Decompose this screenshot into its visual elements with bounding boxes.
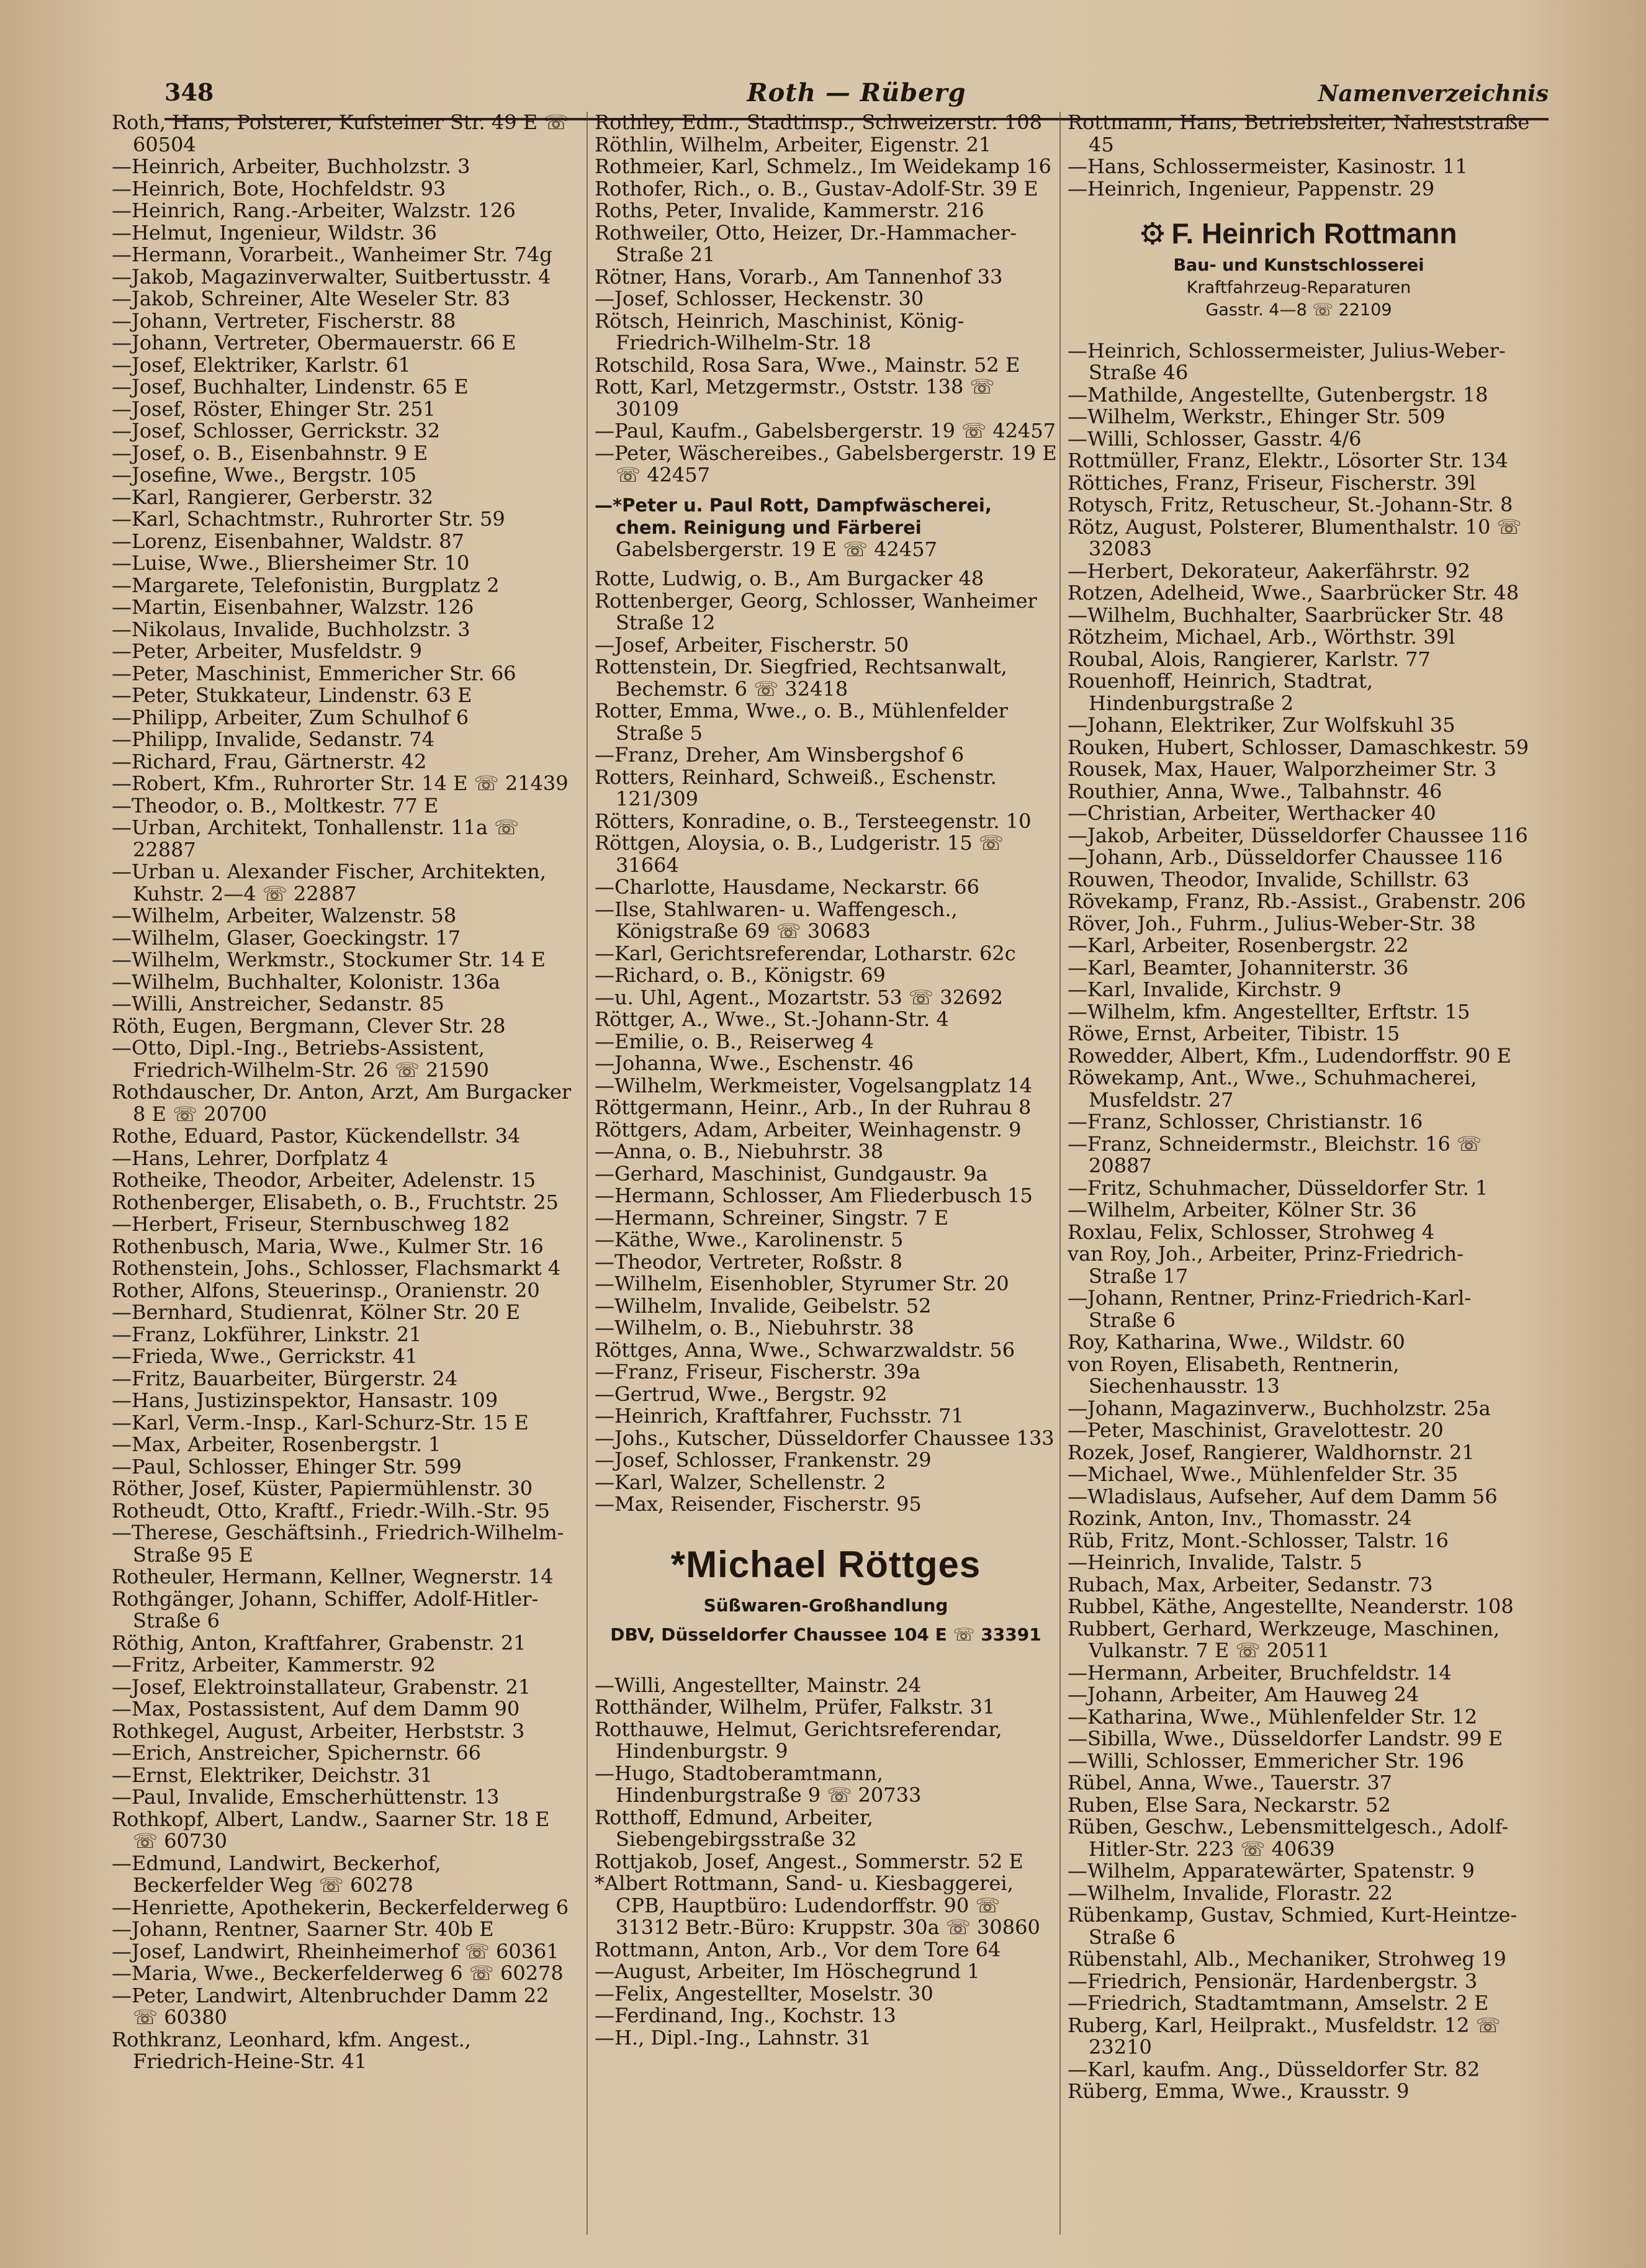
directory-entry: van Roy, Joh., Arbeiter, Prinz-Friedrich-Straße 17 (1068, 1242, 1464, 1288)
directory-entry: Rotthauwe, Helmut, Gerichtsreferendar, Hindenburgstr. 9 (595, 1717, 1002, 1763)
directory-entry: —Wilhelm, Buchhalter, Saarbrücker Str. 48 (1068, 603, 1504, 627)
directory-entry: Rötz, August, Polsterer, Blumenthalstr. 10 ☏ 32083 (1068, 515, 1522, 561)
directory-entry: Rothweiler, Otto, Heizer, Dr.-Hammacher-Straße 21 (595, 220, 1017, 266)
directory-entry: —Johann, Vertreter, Obermauerstr. 66 E (112, 331, 516, 354)
directory-entry: Rothe, Eduard, Pastor, Kückendellstr. 34 (112, 1124, 521, 1148)
directory-entry: Rötters, Konradine, o. B., Tersteegenstr. 10 (595, 809, 1032, 833)
directory-entry: —Peter, Maschinist, Emmericher Str. 66 (112, 661, 516, 685)
directory-entry: —Theodor, Vertreter, Roßstr. 8 (595, 1249, 902, 1274)
directory-entry: —Wilhelm, Werkmeister, Vogelsangplatz 14 (595, 1073, 1033, 1097)
directory-entry: Rothenbusch, Maria, Wwe., Kulmer Str. 16 (112, 1234, 544, 1258)
directory-entry: —Frieda, Wwe., Gerrickstr. 41 (112, 1344, 418, 1368)
directory-entry: Rothenberger, Elisabeth, o. B., Fruchtstr. 25 (112, 1190, 559, 1214)
directory-entry: —Hermann, Arbeiter, Bruchfeldstr. 14 (1068, 1660, 1452, 1685)
directory-entry: —Wilhelm, Buchhalter, Kolonistr. 136a (112, 970, 500, 994)
directory-entry: —Willi, Schlosser, Gasstr. 4/6 (1068, 426, 1362, 451)
directory-entry: —Urban u. Alexander Fischer, Architekten, Kuhstr. 2—4 ☏ 22887 (112, 860, 546, 906)
directory-entry: Rotte, Ludwig, o. B., Am Burgacker 48 (595, 567, 984, 590)
directory-entry: —Peter, Wäschereibes., Gabelsbergerstr. 19 E ☏ 42457 (595, 441, 1057, 487)
directory-entry: Roubal, Alois, Rangierer, Karlstr. 77 (1068, 647, 1431, 671)
directory-entry: —u. Uhl, Agent., Mozartstr. 53 ☏ 32692 (595, 985, 1004, 1009)
ad-line: —*Peter u. Paul Rott, Dampfwäscherei, (595, 494, 992, 516)
directory-entry: —Wilhelm, Glaser, Goeckingstr. 17 (112, 925, 461, 950)
directory-entry: —Fritz, Schuhmacher, Düsseldorfer Str. 1 (1068, 1176, 1488, 1200)
directory-entry: —Karl, Invalide, Kirchstr. 9 (1068, 978, 1342, 1002)
directory-entry: Rotters, Reinhard, Schweiß., Eschenstr. 121/309 (595, 765, 997, 811)
directory-entry: —Philipp, Arbeiter, Zum Schulhof 6 (112, 705, 469, 729)
directory-entry: —Heinrich, Kraftfahrer, Fuchsstr. 71 (595, 1404, 964, 1428)
directory-entry: —Hermann, Schlosser, Am Fliederbusch 15 (595, 1184, 1033, 1207)
directory-entry: Röttgen, Aloysia, o. B., Ludgeristr. 15 ☏ 31664 (595, 831, 1004, 877)
directory-entry: Rotzen, Adelheid, Wwe., Saarbrücker Str. 48 (1068, 581, 1519, 605)
directory-entry: Rottjakob, Josef, Angest., Sommerstr. 52 E (595, 1849, 1023, 1873)
directory-entry: Rotheike, Theodor, Arbeiter, Adelenstr. 15 (112, 1168, 536, 1192)
directory-entry: —Robert, Kfm., Ruhrorter Str. 14 E ☏ 21439 (112, 772, 569, 795)
directory-entry: Rowedder, Albert, Kfm., Ludendorffstr. 90 E (1068, 1043, 1511, 1068)
directory-entry: Rottmüller, Franz, Elektr., Lösorter Str. 134 (1068, 449, 1508, 473)
directory-entry: —Hans, Justizinspektor, Hansastr. 109 (112, 1388, 498, 1412)
directory-entry: Röth, Eugen, Bergmann, Clever Str. 28 (112, 1014, 506, 1038)
column-3 (1068, 112, 1530, 2103)
directory-entry: Roxlau, Felix, Schlosser, Strohweg 4 (1068, 1220, 1435, 1244)
directory-entry: —Gertrud, Wwe., Bergstr. 92 (595, 1382, 888, 1406)
directory-entry: Röttgers, Adam, Arbeiter, Weinhagenstr. 9 (595, 1117, 1022, 1141)
directory-entry: Rövekamp, Franz, Rb.-Assist., Grabenstr. 206 (1068, 889, 1526, 914)
entry-list (595, 1675, 1057, 2050)
directory-entry: Röthig, Anton, Kraftfahrer, Grabenstr. 21 (112, 1631, 526, 1655)
directory-entry: Rother, Alfons, Steuerinsp., Oranienstr. 20 (112, 1278, 540, 1302)
directory-entry: —Philipp, Invalide, Sedanstr. 74 (112, 727, 434, 751)
gear-icon (1140, 217, 1165, 254)
directory-entry: —Karl, Beamter, Johanniterstr. 36 (1068, 955, 1409, 979)
directory-entry: —Michael, Wwe., Mühlenfelder Str. 35 (1068, 1462, 1459, 1487)
directory-entry: —August, Arbeiter, Im Höschegrund 1 (595, 1960, 980, 1983)
directory-entry: —Wilhelm, Invalide, Geibelstr. 52 (595, 1294, 932, 1318)
directory-entry: —Friedrich, Stadtamtmann, Amselstr. 2 E (1068, 1991, 1489, 2015)
directory-entry: —Johs., Kutscher, Düsseldorfer Chaussee 133 (595, 1426, 1055, 1450)
directory-entry: Rousek, Max, Hauer, Walporzheimer Str. 3 (1068, 757, 1497, 781)
directory-entry: —Bernhard, Studienrat, Kölner Str. 20 E (112, 1300, 521, 1324)
directory-entry: Rüb, Fritz, Mont.-Schlosser, Talstr. 16 (1068, 1528, 1449, 1552)
directory-entry: Roths, Peter, Invalide, Kammerstr. 216 (595, 199, 984, 222)
directory-entry: Rothkopf, Albert, Landw., Saarner Str. 18 E ☏ 60730 (112, 1807, 550, 1853)
column-divider (1059, 112, 1061, 2234)
directory-entry: —Karl, Gerichtsreferendar, Lotharstr. 62c (595, 941, 1016, 965)
directory-entry: —Josef, Schlosser, Gerrickstr. 32 (112, 419, 441, 443)
directory-entry: —Otto, Dipl.-Ing., Betriebs-Assistent, Friedrich-Wilhelm-Str. 26 ☏ 21590 (112, 1036, 489, 1082)
column-divider (587, 112, 588, 2234)
directory-entry: Rotheudt, Otto, Kraftf., Friedr.-Wilh.-Str. 95 (112, 1498, 551, 1523)
directory-entry: von Royen, Elisabeth, Rentnerin, Siechenhausstr. 13 (1068, 1352, 1400, 1398)
directory-entry: Rothley, Edm., Stadtinsp., Schweizerstr. 108 (595, 110, 1042, 134)
directory-entry: Röther, Josef, Küster, Papiermühlenstr. 30 (112, 1477, 533, 1500)
directory-entry: —Johann, Rentner, Prinz-Friedrich-Karl-Straße 6 (1068, 1286, 1472, 1332)
directory-entry: —Ilse, Stahlwaren- u. Waffengesch., Königstraße 69 ☏ 30683 (595, 897, 958, 943)
directory-entry: Rubbert, Gerhard, Werkzeuge, Maschinen, Vulkanstr. 7 E ☏ 20511 (1068, 1616, 1500, 1663)
page-number: 348 (164, 78, 214, 106)
directory-entry: —Wilhelm, Invalide, Florastr. 22 (1068, 1881, 1393, 1905)
directory-entry: —Josef, Röster, Ehinger Str. 251 (112, 397, 436, 421)
directory-entry: Röttges, Anna, Wwe., Schwarzwaldstr. 56 (595, 1338, 1015, 1362)
directory-entry: —Peter, Landwirt, Altenbruchder Damm 22 ☏ 60380 (112, 1983, 549, 2029)
directory-entry: —Heinrich, Schlossermeister, Julius-Weber-Straße 46 (1068, 338, 1506, 385)
directory-entry: —Edmund, Landwirt, Beckerhof, Beckerfelder Weg ☏ 60278 (112, 1851, 441, 1897)
directory-entry: —Max, Arbeiter, Rosenbergstr. 1 (112, 1433, 441, 1456)
ad-address: DBV, Düsseldorfer Chaussee 104 E ☏ 33391 (610, 1624, 1041, 1645)
directory-entry: Röttger, A., Wwe., St.-Johann-Str. 4 (595, 1007, 949, 1031)
directory-entry: Röver, Joh., Fuhrm., Julius-Weber-Str. 38 (1068, 911, 1476, 935)
running-head: Roth — Rüberg (747, 78, 966, 107)
directory-entry: —Paul, Kaufm., Gabelsbergerstr. 19 ☏ 42457 (595, 419, 1056, 443)
directory-entry: —Fritz, Bauarbeiter, Bürgerstr. 24 (112, 1366, 458, 1390)
directory-entry: —Max, Reisender, Fischerstr. 95 (595, 1492, 922, 1516)
directory-entry: —Johann, Elektriker, Zur Wolfskuhl 35 (1068, 713, 1455, 737)
directory-entry: —Wladislaus, Aufseher, Auf dem Damm 56 (1068, 1484, 1498, 1508)
directory-entry: —Josef, Elektriker, Karlstr. 61 (112, 353, 411, 377)
directory-entry: —Felix, Angestellter, Moselstr. 30 (595, 1981, 933, 2005)
directory-entry: —Henriette, Apothekerin, Beckerfelderweg 6 (112, 1895, 569, 1919)
directory-entry: Röwe, Ernst, Arbeiter, Tibistr. 15 (1068, 1022, 1400, 1046)
directory-entry: —Nikolaus, Invalide, Buchholzstr. 3 (112, 617, 470, 641)
directory-entry: —Peter, Maschinist, Gravelottestr. 20 (1068, 1418, 1444, 1442)
entry-list (1068, 340, 1530, 2103)
directory-entry: —H., Dipl.-Ing., Lahnstr. 31 (595, 2025, 871, 2050)
directory-entry: —Fritz, Arbeiter, Kammerstr. 92 (112, 1653, 436, 1676)
directory-entry: —Peter, Arbeiter, Musfeldstr. 9 (112, 639, 422, 663)
directory-entry: Rotheuler, Hermann, Kellner, Wegnerstr. 14 (112, 1565, 554, 1588)
directory-entry: —Josef, Schlosser, Frankenstr. 29 (595, 1448, 932, 1472)
directory-entry: —Herbert, Dekorateur, Aakerfährstr. 92 (1068, 559, 1470, 583)
directory-entry: —Max, Postassistent, Auf dem Damm 90 (112, 1697, 520, 1721)
directory-entry: —Johann, Arb., Düsseldorfer Chaussee 116 (1068, 845, 1503, 870)
directory-entry: —Franz, Friseur, Fischerstr. 39a (595, 1360, 921, 1384)
directory-entry: Rozink, Anton, Inv., Thomasstr. 24 (1068, 1506, 1412, 1531)
directory-entry: —Franz, Lokführer, Linkstr. 21 (112, 1322, 422, 1346)
directory-entry: Rottmann, Hans, Betriebsleiter, Naheststraße 45 (1068, 110, 1530, 156)
directory-entry: Röttiches, Franz, Friseur, Fischerstr. 39l (1068, 470, 1476, 495)
directory-entry: Rottenberger, Georg, Schlosser, Wanheimer Straße 12 (595, 588, 1037, 634)
directory-entry: —Ferdinand, Ing., Kochstr. 13 (595, 2004, 896, 2027)
directory-entry: —Karl, Schachtmstr., Ruhrorter Str. 59 (112, 507, 505, 531)
directory-entry: Rouken, Hubert, Schlosser, Damaschkestr. 59 (1068, 735, 1529, 759)
directory-entry: Rötner, Hans, Vorarb., Am Tannenhof 33 (595, 264, 1003, 289)
directory-entry: —Käthe, Wwe., Karolinenstr. 5 (595, 1228, 904, 1251)
directory-entry: —Karl, Walzer, Schellenstr. 2 (595, 1470, 886, 1494)
directory-entry: —Katharina, Wwe., Mühlenfelder Str. 12 (1068, 1704, 1478, 1729)
directory-entry: —Wilhelm, Arbeiter, Kölner Str. 36 (1068, 1198, 1417, 1222)
directory-entry: Röttgermann, Heinr., Arb., In der Ruhrau 8 (595, 1096, 1032, 1119)
directory-entry: —Richard, Frau, Gärtnerstr. 42 (112, 749, 427, 773)
directory-entry: —Therese, Geschäftsinh., Friedrich-Wilhelm-Straße 95 E (112, 1521, 564, 1567)
directory-entry: Rouwen, Theodor, Invalide, Schillstr. 63 (1068, 867, 1470, 891)
directory-entry: Rottmann, Anton, Arb., Vor dem Tore 64 (595, 1937, 1001, 1961)
directory-entry: Rübel, Anna, Wwe., Tauerstr. 37 (1068, 1771, 1393, 1795)
directory-entry: —Josef, Arbeiter, Fischerstr. 50 (595, 632, 909, 657)
entry-list (1068, 112, 1530, 200)
directory-entry: —Karl, Rangierer, Gerberstr. 32 (112, 485, 434, 509)
directory-entry: —Erich, Anstreicher, Spichernstr. 66 (112, 1741, 481, 1765)
ad-subtitle: Bau- und Kunstschlosserei (1173, 255, 1424, 275)
directory-entry: Rotter, Emma, Wwe., o. B., Mühlenfelder Straße 5 (595, 699, 1008, 745)
directory-entry: —Heinrich, Arbeiter, Buchholzstr. 3 (112, 155, 470, 178)
directory-entry: —Helmut, Ingenieur, Wildstr. 36 (112, 220, 437, 245)
directory-entry: Rott, Karl, Metzgermstr., Oststr. 138 ☏ 30109 (595, 375, 995, 421)
ad-company-name: F. Heinrich Rottmann (1171, 217, 1457, 250)
directory-entry: —Wilhelm, o. B., Niebuhrstr. 38 (595, 1316, 914, 1339)
directory-entry: —Wilhelm, Werkmstr., Stockumer Str. 14 E (112, 948, 546, 971)
directory-entry: —Karl, Arbeiter, Rosenbergstr. 22 (1068, 934, 1409, 958)
directory-entry: Rötsch, Heinrich, Maschinist, König-Friedrich-Wilhelm-Str. 18 (595, 308, 965, 354)
ad-address: Gasstr. 4—8 ☏ 22109 (1205, 300, 1392, 320)
directory-entry: —Heinrich, Invalide, Talstr. 5 (1068, 1550, 1362, 1575)
directory-entry: —Peter, Stukkateur, Lindenstr. 63 E (112, 683, 472, 707)
directory-entry: —Josef, Buchhalter, Lindenstr. 65 E (112, 375, 469, 398)
directory-entry: *Albert Rottmann, Sand- u. Kiesbaggerei, CPB, Hauptbüro: Ludendorffstr. 90 ☏ 31312 Betr.-Büro: Kruppstr. 30a ☏ 30860 (595, 1871, 1040, 1939)
directory-entry: Ruberg, Karl, Heilprakt., Musfeldstr. 12 ☏ 23210 (1068, 2013, 1501, 2059)
directory-entry: —Charlotte, Hausdame, Neckarstr. 66 (595, 875, 979, 899)
directory-entry: —Josef, Elektroinstallateur, Grabenstr. 21 (112, 1675, 531, 1699)
directory-entry: Röthlin, Wilhelm, Arbeiter, Eigenstr. 21 (595, 132, 992, 156)
directory-entry: Rottenstein, Dr. Siegfried, Rechtsanwalt, Bechemstr. 6 ☏ 32418 (595, 655, 1007, 701)
ad-line: Gabelsbergerstr. 19 E ☏ 42457 (616, 537, 937, 561)
column-2 (595, 112, 1057, 2049)
directory-entry: Ruben, Else Sara, Neckarstr. 52 (1068, 1793, 1391, 1817)
directory-entry: —Maria, Wwe., Beckerfelderweg 6 ☏ 60278 (112, 1961, 564, 1985)
directory-entry: —Christian, Arbeiter, Werthacker 40 (1068, 801, 1436, 826)
directory-entry: —Johanna, Wwe., Eschenstr. 46 (595, 1051, 914, 1075)
section-title: Namenverzeichnis (1318, 81, 1549, 107)
directory-entry: —Herbert, Friseur, Sternbuschweg 182 (112, 1212, 510, 1236)
directory-entry: —Hermann, Vorarbeit., Wanheimer Str. 74g (112, 243, 552, 266)
directory-entry: Rübenkamp, Gustav, Schmied, Kurt-Heintze-Straße 6 (1068, 1903, 1518, 1949)
directory-entry: —Paul, Invalide, Emscherhüttenstr. 13 (112, 1785, 500, 1809)
directory-entry: —Emilie, o. B., Reiserweg 4 (595, 1029, 875, 1053)
directory-entry: —Johann, Arbeiter, Am Hauweg 24 (1068, 1683, 1419, 1707)
directory-entry: —Martin, Eisenbahner, Walzstr. 126 (112, 595, 474, 619)
directory-entry: —Jakob, Schreiner, Alte Weseler Str. 83 (112, 287, 511, 310)
directory-entry: —Josefine, Wwe., Bergstr. 105 (112, 463, 417, 487)
directory-entry: Rozek, Josef, Rangierer, Waldhornstr. 21 (1068, 1440, 1475, 1464)
directory-entry: —Wilhelm, Werkstr., Ehinger Str. 509 (1068, 405, 1446, 429)
directory-entry: —Franz, Schlosser, Christianstr. 16 (1068, 1110, 1423, 1134)
directory-entry: —Heinrich, Bote, Hochfeldstr. 93 (112, 176, 446, 200)
directory-entry: Rüben, Geschw., Lebensmittelgesch., Adolf-Hitler-Str. 223 ☏ 40639 (1068, 1815, 1509, 1861)
directory-entry: —Karl, Verm.-Insp., Karl-Schurz-Str. 15 E (112, 1410, 529, 1434)
directory-entry: —Sibilla, Wwe., Düsseldorfer Landstr. 99 E (1068, 1727, 1503, 1751)
directory-entry: —Willi, Angestellter, Mainstr. 24 (595, 1673, 922, 1697)
directory-entry: —Hugo, Stadtoberamtmann, Hindenburgstraße 9 ☏ 20733 (595, 1761, 922, 1807)
directory-entry: —Franz, Schneidermstr., Bleichstr. 16 ☏ 20887 (1068, 1132, 1482, 1178)
directory-entry: Routhier, Anna, Wwe., Talbahnstr. 46 (1068, 779, 1442, 803)
directory-entry: —Karl, kaufm. Ang., Düsseldorfer Str. 82 (1068, 2057, 1480, 2081)
directory-entry: Rotschild, Rosa Sara, Wwe., Mainstr. 52 E (595, 353, 1020, 377)
directory-entry: —Wilhelm, Arbeiter, Walzenstr. 58 (112, 904, 457, 927)
directory-entry: —Lorenz, Eisenbahner, Waldstr. 87 (112, 529, 464, 553)
ad-line: chem. Reinigung und Färberei (616, 516, 922, 538)
directory-entry: —Friedrich, Pensionär, Hardenbergstr. 3 (1068, 1969, 1478, 1993)
directory-entry: Rouenhoff, Heinrich, Stadtrat, Hindenburgstraße 2 (1068, 669, 1374, 715)
directory-entry: —Luise, Wwe., Bliersheimer Str. 10 (112, 551, 470, 575)
directory-entry: —Hans, Lehrer, Dorfplatz 4 (112, 1146, 389, 1170)
directory-entry: Rothkegel, August, Arbeiter, Herbststr. 3 (112, 1719, 525, 1743)
directory-entry: —Mathilde, Angestellte, Gutenbergstr. 18 (1068, 382, 1488, 407)
advertisement-rott-laundry (595, 494, 1057, 561)
directory-entry: —Johann, Magazinverw., Buchholzstr. 25a (1068, 1396, 1491, 1420)
directory-entry: Rothenstein, Johs., Schlosser, Flachsmarkt 4 (112, 1256, 561, 1280)
directory-entry: Rotthänder, Wilhelm, Prüfer, Falkstr. 31 (595, 1695, 996, 1719)
ad-subtitle: Süßwaren-Großhandlung (703, 1595, 948, 1616)
directory-entry: Rothkranz, Leonhard, kfm. Angest., Friedrich-Heine-Str. 41 (112, 2027, 471, 2073)
directory-entry: —Urban, Architekt, Tonhallenstr. 11a ☏ 22887 (112, 816, 519, 862)
directory-entry: —Heinrich, Ingenieur, Pappenstr. 29 (1068, 176, 1435, 200)
directory-entry: Röwekamp, Ant., Wwe., Schuhmacherei, Musfeldstr. 27 (1068, 1066, 1477, 1112)
directory-entry: Rüberg, Emma, Wwe., Krausstr. 9 (1068, 2079, 1410, 2104)
directory-entry: —Theodor, o. B., Moltkestr. 77 E (112, 793, 439, 817)
advertisement-heinrich-rottmann (1068, 215, 1530, 322)
directory-entry: —Willi, Anstreicher, Sedanstr. 85 (112, 992, 444, 1015)
entry-list (595, 568, 1057, 1516)
directory-entry: —Heinrich, Rang.-Arbeiter, Walzstr. 126 (112, 199, 516, 222)
ad-company-name: *Michael Röttges (670, 1543, 981, 1585)
directory-entry: —Hans, Schlossermeister, Kasinostr. 11 (1068, 155, 1468, 178)
directory-entry: Roy, Katharina, Wwe., Wildstr. 60 (1068, 1330, 1405, 1354)
directory-entry: —Willi, Schlosser, Emmericher Str. 196 (1068, 1748, 1464, 1773)
directory-entry: Rötzheim, Michael, Arb., Wörthstr. 39l (1068, 625, 1455, 649)
directory-entry: Rothgänger, Johann, Schiffer, Adolf-Hitler-Straße 6 (112, 1586, 539, 1632)
directory-entry: Rotthoff, Edmund, Arbeiter, Siebengebirgsstraße 32 (595, 1805, 873, 1851)
directory-entry: Roth, Hans, Polsterer, Kufsteiner Str. 49 E ☏ 60504 (112, 110, 569, 156)
directory-entry: Rübenstahl, Alb., Mechaniker, Strohweg 19 (1068, 1947, 1506, 1971)
directory-entry: —Richard, o. B., Königstr. 69 (595, 963, 886, 987)
directory-entry: —Johann, Rentner, Saarner Str. 40b E (112, 1917, 494, 1941)
directory-entry: —Ernst, Elektriker, Deichstr. 31 (112, 1763, 433, 1787)
advertisement-michael-roettges (595, 1541, 1057, 1647)
ad-subtitle: Kraftfahrzeug-Reparaturen (1186, 277, 1411, 297)
directory-entry: Rubach, Max, Arbeiter, Sedanstr. 73 (1068, 1572, 1433, 1596)
directory-entry: —Franz, Dreher, Am Winsbergshof 6 (595, 743, 965, 767)
directory-entry: —Josef, o. B., Eisenbahnstr. 9 E (112, 441, 428, 465)
directory-entry: —Josef, Landwirt, Rheinheimerhof ☏ 60361 (112, 1939, 559, 1963)
directory-entry: Rothofer, Rich., o. B., Gustav-Adolf-Str. 39 E (595, 176, 1038, 200)
directory-entry: —Wilhelm, Apparatewärter, Spatenstr. 9 (1068, 1859, 1475, 1883)
directory-entry: —Gerhard, Maschinist, Gundgaustr. 9a (595, 1161, 988, 1186)
column-1 (112, 112, 574, 2073)
directory-entry: Rothmeier, Karl, Schmelz., Im Weidekamp 16 (595, 155, 1051, 178)
directory-entry: —Josef, Schlosser, Heckenstr. 30 (595, 287, 924, 310)
directory-entry: Rothdauscher, Dr. Anton, Arzt, Am Burgacker 8 E ☏ 20700 (112, 1080, 572, 1126)
directory-entry: —Anna, o. B., Niebuhrstr. 38 (595, 1140, 884, 1163)
directory-entry: —Wilhelm, kfm. Angestellter, Erftstr. 15 (1068, 999, 1470, 1024)
directory-entry: —Jakob, Magazinverwalter, Suitbertusstr. 4 (112, 264, 551, 289)
directory-entry: —Hermann, Schreiner, Singstr. 7 E (595, 1205, 949, 1230)
directory-entry: —Jakob, Arbeiter, Düsseldorfer Chaussee 116 (1068, 823, 1528, 847)
directory-entry: Rubbel, Käthe, Angestellte, Neanderstr. 108 (1068, 1595, 1514, 1619)
directory-entry: —Margarete, Telefonistin, Burgplatz 2 (112, 573, 500, 597)
entry-list (112, 112, 574, 2073)
directory-entry: Rotysch, Fritz, Retuscheur, St.-Johann-Str. 8 (1068, 493, 1513, 517)
directory-entry: —Johann, Vertreter, Fischerstr. 88 (112, 308, 456, 333)
directory-entry: —Paul, Schlosser, Ehinger Str. 599 (112, 1454, 462, 1478)
directory-entry: —Wilhelm, Eisenhobler, Styrumer Str. 20 (595, 1272, 1009, 1295)
entry-list (595, 112, 1057, 487)
